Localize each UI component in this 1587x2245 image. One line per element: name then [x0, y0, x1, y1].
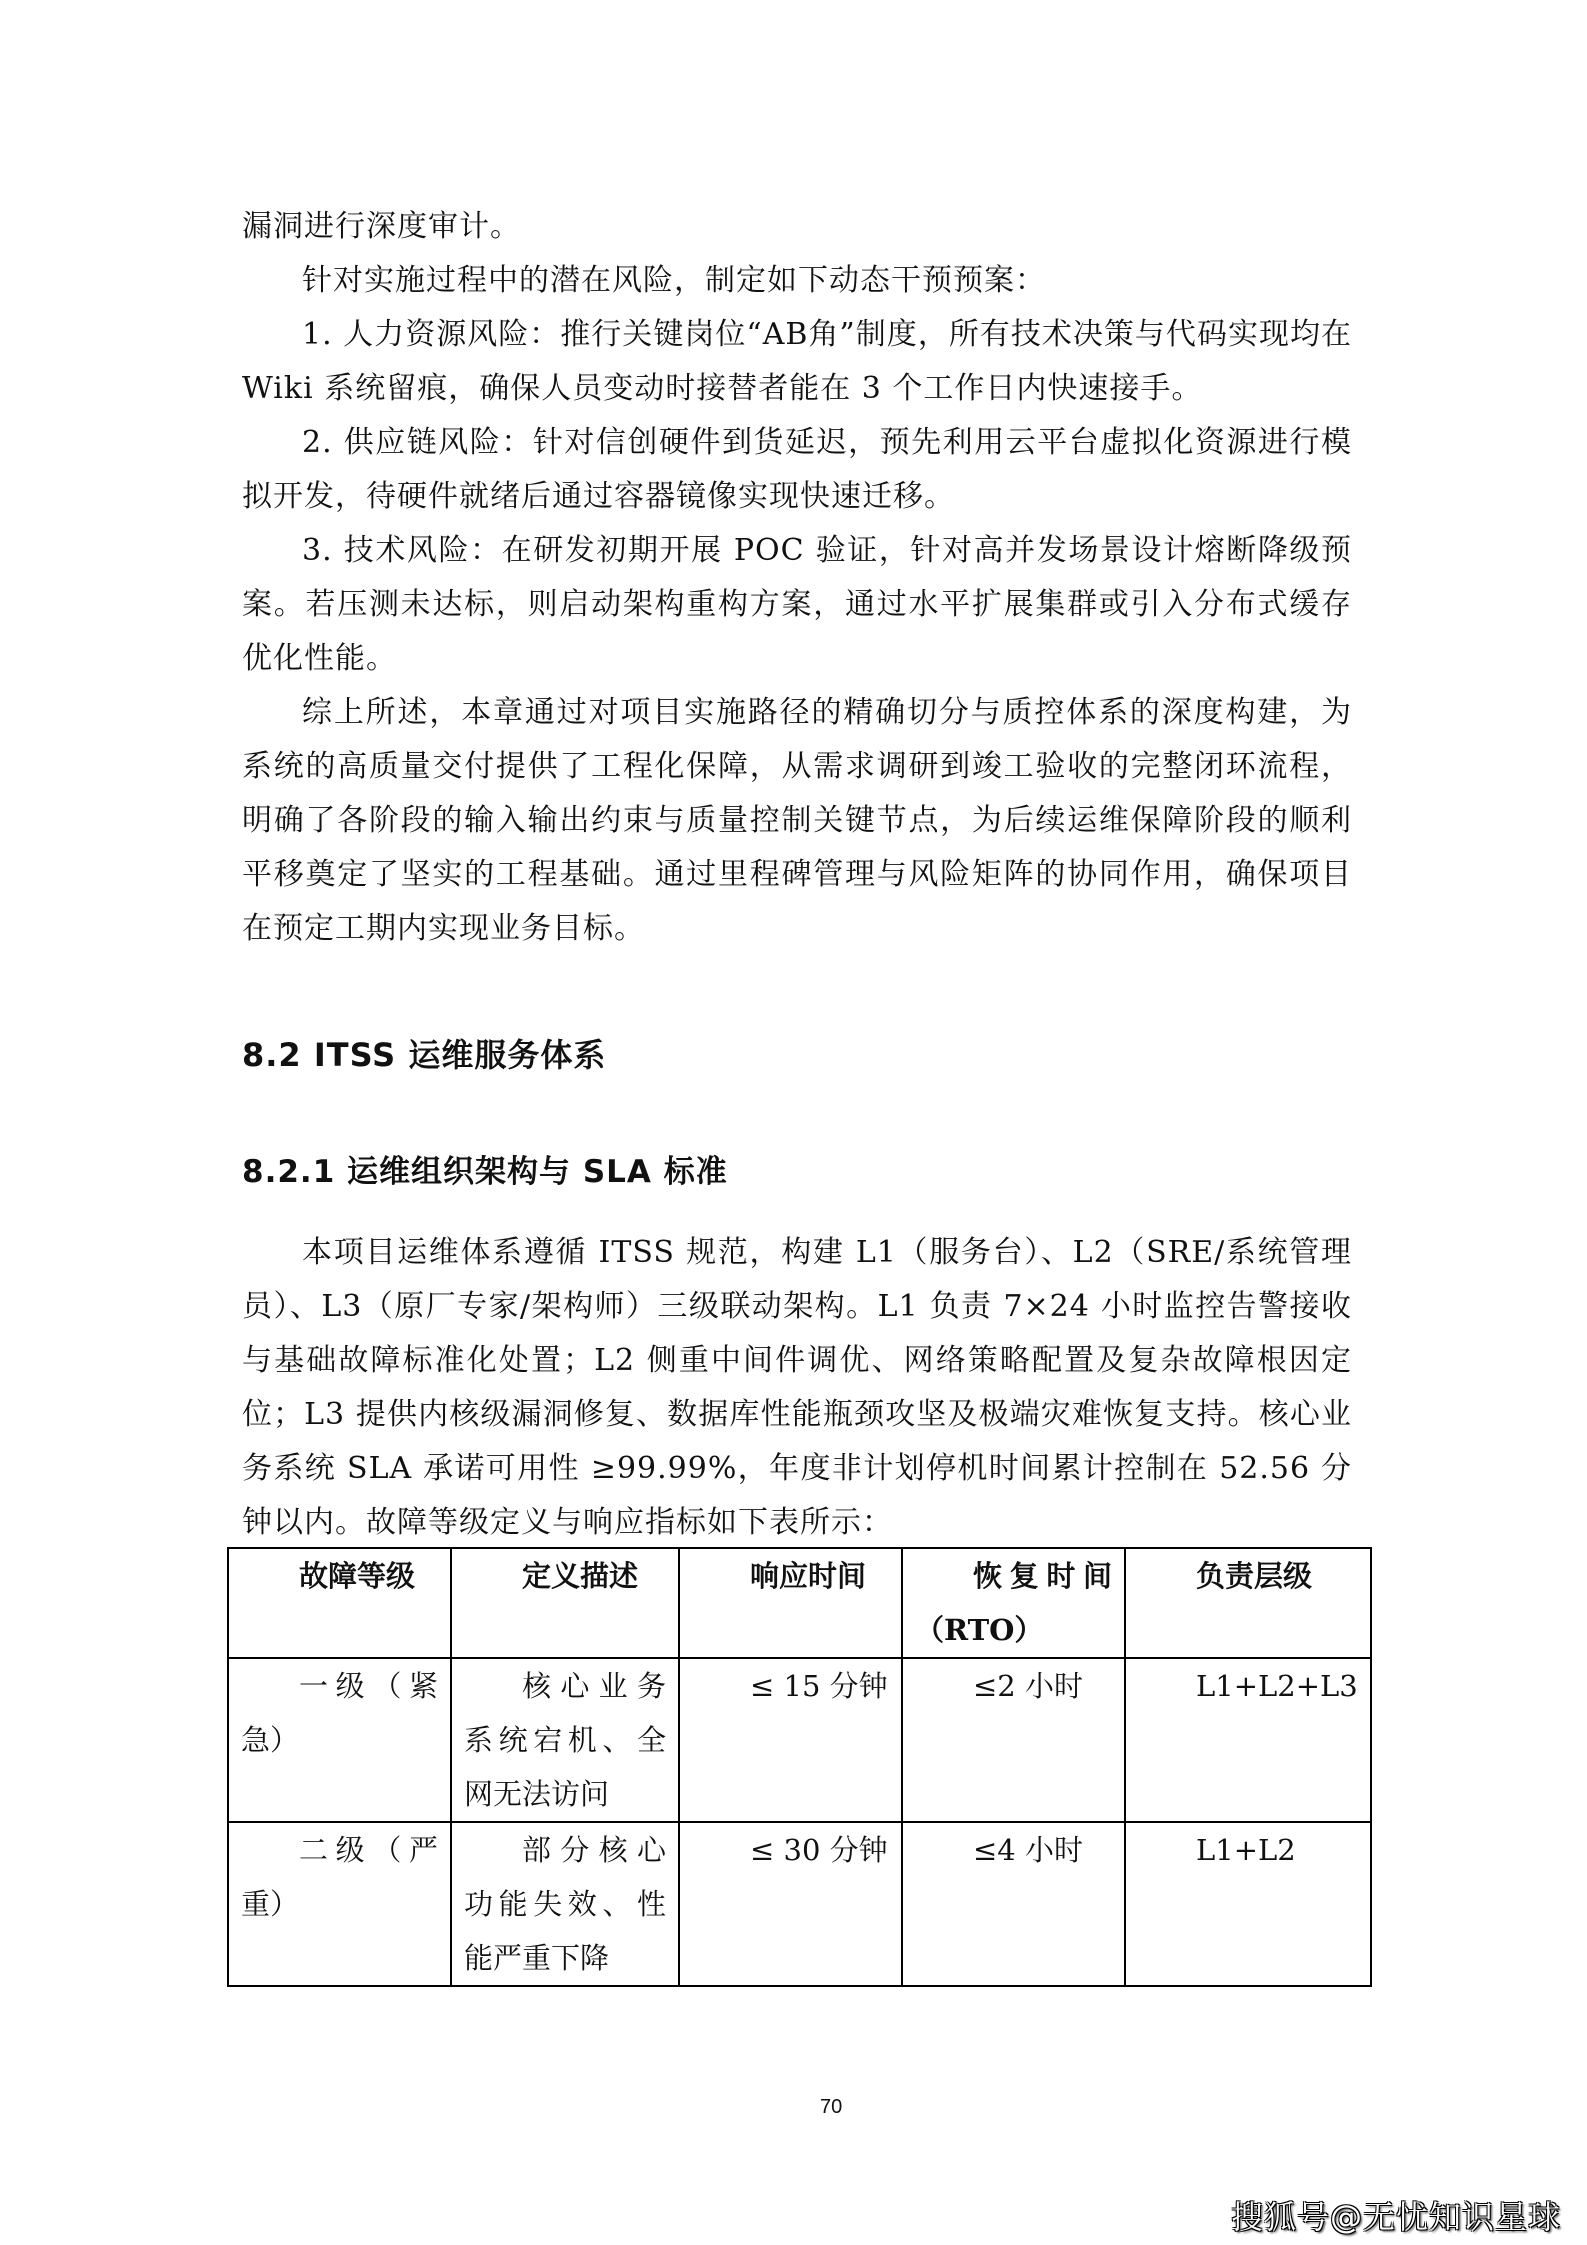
header-definition: 定义描述 [451, 1548, 679, 1658]
watermark: 搜狐号@无忧知识星球 [1230, 2198, 1561, 2236]
paragraph-continuation: 漏洞进行深度审计。 [242, 209, 521, 244]
section-heading-8-2: 8.2 ITSS 运维服务体系 [242, 1036, 607, 1074]
header-responsible-tier: 负责层级 [1125, 1548, 1371, 1658]
sla-table [227, 1547, 1372, 1987]
header-response-time: 响应时间 [679, 1548, 902, 1658]
cell-fault-level: 二级（严重） [228, 1822, 451, 1986]
paragraph-ops-architecture: 本项目运维体系遵循 ITSS 规范，构建 L1（服务台）、L2（SRE/系统管理员）、L3（原厂专家/架构师）三级联动架构。L1 负责 7×24 小时监控告警接收与基础故障标准化处置；L2 侧重中间件调优、网络策略配置及复杂故障根因定位；L3 提供内核级漏洞修复、数据库性能瓶颈攻坚及极端灾难恢复支持。核心业务系统 SLA 承诺可用性 ≥99.99%，年度非计划停机时间累计控制在 52.56 分钟以内。故障等级定义与响应指标如下表所示： [242, 1235, 1352, 1540]
table-row [228, 1822, 1371, 1986]
page-number: 70 [820, 2096, 843, 2118]
subsection-heading-8-2-1: 8.2.1 运维组织架构与 SLA 标准 [242, 1154, 728, 1190]
paragraph-summary: 综上所述，本章通过对项目实施路径的精确切分与质控体系的深度构建，为系统的高质量交付提供了工程化保障，从需求调研到竣工验收的完整闭环流程，明确了各阶段的输入输出约束与质量控制关键节点，为后续运维保障阶段的顺利平移奠定了坚实的工程基础。通过里程碑管理与风险矩阵的协同作用，确保项目在预定工期内实现业务目标。 [242, 695, 1352, 946]
paragraph-risk-supply: 2. 供应链风险：针对信创硬件到货延迟，预先利用云平台虚拟化资源进行模拟开发，待硬件就绪后通过容器镜像实现快速迁移。 [242, 425, 1352, 514]
cell-response-time: ≤ 30 分钟 [679, 1822, 902, 1986]
header-recovery-time: 恢复时间（RTO） [902, 1548, 1125, 1658]
table-header-row [228, 1548, 1371, 1658]
cell-responsible-tier: L1+L2+L3 [1125, 1658, 1371, 1822]
cell-recovery-time: ≤2 小时 [902, 1658, 1125, 1822]
cell-definition: 核心业务系统宕机、全网无法访问 [451, 1658, 679, 1822]
cell-recovery-time: ≤4 小时 [902, 1822, 1125, 1986]
cell-response-time: ≤ 15 分钟 [679, 1658, 902, 1822]
cell-responsible-tier: L1+L2 [1125, 1822, 1371, 1986]
cell-fault-level: 一级（紧急） [228, 1658, 451, 1822]
paragraph-risk-tech: 3. 技术风险：在研发初期开展 POC 验证，针对高并发场景设计熔断降级预案。若压测未达标，则启动架构重构方案，通过水平扩展集群或引入分布式缓存优化性能。 [242, 533, 1352, 676]
paragraph-risk-hr: 1. 人力资源风险：推行关键岗位“AB角”制度，所有技术决策与代码实现均在 Wiki 系统留痕，确保人员变动时接替者能在 3 个工作日内快速接手。 [242, 317, 1352, 406]
paragraph-risk-intro: 针对实施过程中的潜在风险，制定如下动态干预预案： [302, 263, 1046, 298]
header-fault-level: 故障等级 [228, 1548, 451, 1658]
cell-definition: 部分核心功能失效、性能严重下降 [451, 1822, 679, 1986]
table-row [228, 1658, 1371, 1822]
